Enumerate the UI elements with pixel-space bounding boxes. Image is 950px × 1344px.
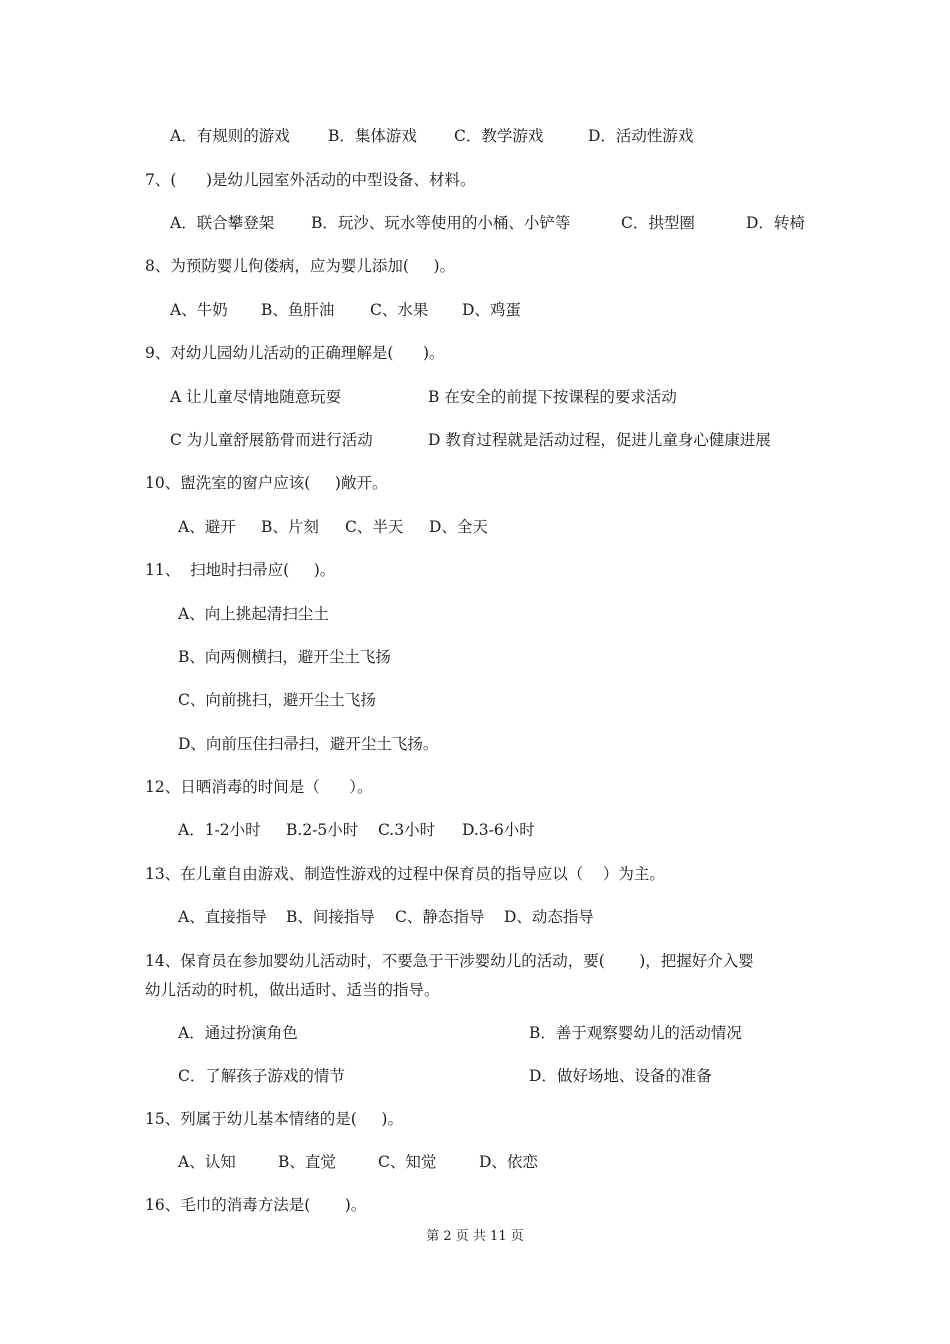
- q9-option-a: A 让儿童尽情地随意玩耍: [170, 388, 342, 406]
- q9-option-c: C 为儿童舒展筋骨而进行活动: [170, 431, 373, 449]
- q15-stem: 15、列属于幼儿基本情绪的是( )。: [145, 1110, 403, 1128]
- q9-option-b: B 在安全的前提下按课程的要求活动: [428, 388, 677, 406]
- q14-option-a: A．通过扮演角色: [178, 1024, 298, 1042]
- q9-option-d: D 教育过程就是活动过程，促进儿童身心健康进展: [428, 431, 771, 449]
- q12-option-b: B.2-5小时: [286, 821, 359, 839]
- q8-option-c: C、水果: [370, 301, 429, 319]
- q14-option-d: D．做好场地、设备的准备: [529, 1067, 712, 1085]
- q6-option-d: D．活动性游戏: [588, 127, 694, 145]
- q13-option-a: A、直接指导: [178, 908, 267, 926]
- q15-option-c: C、知觉: [378, 1153, 437, 1171]
- q10-option-c: C、半天: [345, 518, 404, 536]
- q14-option-c: C．了解孩子游戏的情节: [178, 1067, 345, 1085]
- q7-option-b: B．玩沙、玩水等使用的小桶、小铲等: [311, 214, 571, 232]
- q6-option-b: B．集体游戏: [328, 127, 417, 145]
- q13-stem: 13、在儿童自由游戏、制造性游戏的过程中保育员的指导应以（ ）为主。: [145, 865, 665, 883]
- q12-option-d: D.3-6小时: [462, 821, 535, 839]
- q14-stem-line1: 14、保育员在参加婴幼儿活动时，不要急于干涉婴幼儿的活动，要( )，把握好介入婴: [145, 952, 754, 970]
- q10-option-b: B、片刻: [261, 518, 319, 536]
- q11-option-d: D、向前压住扫帚扫，避开尘土飞扬。: [178, 735, 439, 753]
- q10-option-a: A、避开: [178, 518, 236, 536]
- q13-option-b: B、间接指导: [286, 908, 375, 926]
- q11-option-a: A、向上挑起清扫尘土: [178, 605, 329, 623]
- q12-option-a: A．1-2小时: [178, 821, 261, 839]
- q6-option-c: C．教学游戏: [454, 127, 544, 145]
- q13-option-d: D、动态指导: [504, 908, 594, 926]
- q15-option-b: B、直觉: [278, 1153, 336, 1171]
- q8-stem: 8、为预防婴儿佝偻病，应为婴儿添加( )。: [145, 257, 456, 275]
- q7-option-c: C．拱型圈: [621, 214, 695, 232]
- q7-option-a: A．联合攀登架: [170, 214, 275, 232]
- q6-option-a: A．有规则的游戏: [170, 127, 290, 145]
- q11-option-b: B、向两侧横扫，避开尘土飞扬: [178, 648, 391, 666]
- q13-option-c: C、静态指导: [395, 908, 485, 926]
- q12-stem: 12、日晒消毒的时间是（ ）。: [145, 778, 373, 796]
- q8-option-b: B、鱼肝油: [261, 301, 335, 319]
- q12-option-c: C.3小时: [378, 821, 436, 839]
- q16-stem: 16、毛巾的消毒方法是( )。: [145, 1196, 367, 1214]
- q10-option-d: D、全天: [429, 518, 488, 536]
- q7-stem: 7、( )是幼儿园室外活动的中型设备、材料。: [145, 171, 476, 189]
- q15-option-d: D、依恋: [479, 1153, 538, 1171]
- q14-stem-line2: 幼儿活动的时机，做出适时、适当的指导。: [145, 981, 440, 999]
- q11-stem: 11、 扫地时扫帚应( )。: [145, 561, 336, 579]
- q7-option-d: D．转椅: [746, 214, 805, 232]
- q10-stem: 10、盥洗室的窗户应该( )敞开。: [145, 474, 388, 492]
- q8-option-a: A、牛奶: [170, 301, 228, 319]
- page-footer: 第 2 页 共 11 页: [426, 1229, 524, 1244]
- q14-option-b: B．善于观察婴幼儿的活动情况: [529, 1024, 742, 1042]
- q9-stem: 9、对幼儿园幼儿活动的正确理解是( )。: [145, 344, 445, 362]
- q11-option-c: C、向前挑扫，避开尘土飞扬: [178, 691, 376, 709]
- q15-option-a: A、认知: [178, 1153, 236, 1171]
- q8-option-d: D、鸡蛋: [462, 301, 521, 319]
